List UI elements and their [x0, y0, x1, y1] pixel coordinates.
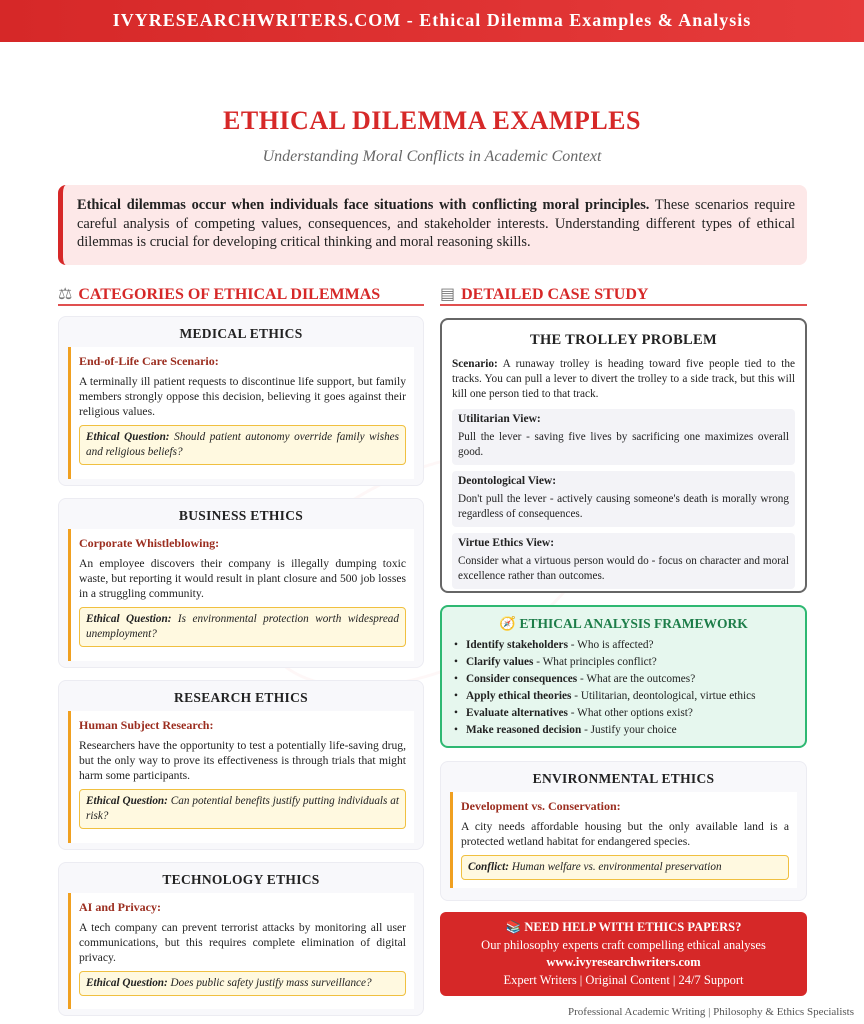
- categories-heading: [58, 284, 424, 306]
- framework-item: [454, 654, 793, 671]
- category-title: BUSINESS ETHICS: [178, 508, 304, 523]
- category-card-technology: [58, 862, 424, 1016]
- framework-item-text: - Who is affected?: [567, 639, 654, 651]
- framework-item-bold: Clarify values: [465, 656, 534, 668]
- help-line: Our philosophy experts craft compelling ethical analyses: [481, 937, 766, 952]
- ethical-question-label: Ethical Question:: [86, 431, 170, 443]
- view-text: Don't pull the lever - actively causing someone's death is morally wrong regardless of consequences.: [458, 493, 789, 521]
- category-title: RESEARCH ETHICS: [174, 690, 308, 705]
- scenario-title: Human Subject Research:: [79, 718, 214, 732]
- framework-item: [454, 705, 793, 722]
- notepad-icon: ▤: [440, 286, 456, 303]
- category-scenario: [450, 792, 797, 888]
- ethical-question-text: Should patient autonomy override family wishes and religious beliefs?: [86, 431, 399, 458]
- framework-item: [454, 722, 793, 739]
- framework-item-text: - Utilitarian, deontological, virtue ethics: [571, 690, 756, 702]
- conflict-box: [461, 855, 789, 880]
- ethical-question-box: [79, 971, 406, 996]
- view-utilitarian: [452, 409, 795, 465]
- intro-box: [58, 185, 807, 265]
- ethical-question-label: Ethical Question:: [86, 977, 168, 989]
- category-title: TECHNOLOGY ETHICS: [162, 872, 320, 887]
- trolley-problem-card: [440, 318, 807, 593]
- scenario-title: End-of-Life Care Scenario:: [79, 354, 219, 368]
- scales-icon: ⚖: [58, 286, 73, 303]
- framework-item: [454, 671, 793, 688]
- case-study-title: THE TROLLEY PROBLEM: [530, 332, 717, 348]
- framework-item-text: - What other options exist?: [567, 707, 693, 719]
- conflict-label: Conflict:: [468, 861, 510, 873]
- scenario-text: An employee discovers their company is illegally dumping toxic waste, but reporting it would result in plant closure and 500 job losses in a struggling community.: [79, 557, 406, 600]
- scenario-label: Scenario:: [452, 358, 498, 370]
- view-title: Virtue Ethics View:: [458, 537, 555, 550]
- intro-text: These scenarios require careful analysis of competing values, consequences, and stakeholder interests. Understanding different types of ethical dilemmas is crucial for developing critical thinking and moral reasoning skills.: [77, 197, 796, 250]
- framework-item-bold: Evaluate alternatives: [465, 707, 568, 719]
- framework-item-text: - What are the outcomes?: [577, 673, 696, 685]
- framework-title: [454, 616, 793, 632]
- framework-item-bold: Identify stakeholders: [465, 639, 568, 651]
- category-card-business: [58, 498, 424, 668]
- framework-item: [454, 688, 793, 705]
- scenario-text: A tech company can prevent terrorist attacks by monitoring all user communications, but this requires complete elimination of digital privacy.: [79, 921, 406, 964]
- categories-heading-label: CATEGORIES OF ETHICAL DILEMMAS: [78, 286, 381, 303]
- case-study-heading: [440, 284, 807, 306]
- framework-item-bold: Make reasoned decision: [465, 724, 582, 736]
- case-study-heading-label: DETAILED CASE STUDY: [461, 286, 649, 303]
- scenario-title: Corporate Whistleblowing:: [79, 536, 220, 550]
- ethical-question-text: Can potential benefits justify putting individuals at risk?: [86, 795, 399, 822]
- ethical-question-label: Ethical Question:: [86, 613, 172, 625]
- ethical-question-box: [79, 607, 406, 647]
- framework-item-bold: Apply ethical theories: [465, 690, 572, 702]
- category-scenario: [68, 893, 414, 1009]
- framework-item-text: - What principles conflict?: [533, 656, 657, 668]
- scenario-title: Development vs. Conservation:: [461, 799, 621, 813]
- framework-item: [454, 637, 793, 654]
- scenario-text: Researchers have the opportunity to test a potentially life-saving drug, but the only way to prove its effectiveness is through trials that might harm some participants.: [79, 739, 406, 782]
- website-link[interactable]: www.ivyresearchwriters.com: [546, 955, 701, 969]
- ethical-question-text: Does public safety justify mass surveillance?: [170, 977, 372, 989]
- category-scenario: [68, 347, 414, 479]
- case-study-scenario: [452, 357, 795, 401]
- view-title: Utilitarian View:: [458, 413, 541, 426]
- framework-item-text: - Justify your choice: [581, 724, 677, 736]
- footer-text: Professional Academic Writing | Philosophy & Ethics Specialists: [568, 1006, 854, 1018]
- scenario-text: A city needs affordable housing but the only available land is a protected wetland habitat for endangered species.: [461, 820, 789, 848]
- category-title: MEDICAL ETHICS: [179, 326, 303, 341]
- title-section: [0, 106, 864, 166]
- header-banner: IVYRESEARCHWRITERS.COM - Ethical Dilemma Examples & Analysis: [0, 0, 864, 42]
- framework-list: [454, 637, 793, 739]
- category-card-environmental: [440, 761, 807, 901]
- conflict-text: Human welfare vs. environmental preservation: [509, 861, 722, 873]
- ethical-question-text: Is environmental protection worth widespread unemployment?: [86, 613, 399, 640]
- help-cta-box[interactable]: [440, 912, 807, 996]
- scenario-title: AI and Privacy:: [79, 900, 161, 914]
- category-title: ENVIRONMENTAL ETHICS: [532, 771, 715, 786]
- framework-title-label: ETHICAL ANALYSIS FRAMEWORK: [519, 616, 748, 631]
- framework-item-bold: Consider consequences: [465, 673, 578, 685]
- category-scenario: [68, 711, 414, 843]
- view-virtue-ethics: [452, 533, 795, 589]
- scenario-text: A terminally ill patient requests to discontinue life support, but family members strongly oppose this decision, believing it goes against their religious values.: [79, 375, 406, 418]
- view-title: Deontological View:: [458, 475, 557, 488]
- ethical-question-box: [79, 789, 406, 829]
- help-title: [440, 919, 807, 937]
- ethical-question-label: Ethical Question:: [86, 795, 168, 807]
- category-scenario: [68, 529, 414, 661]
- ethical-question-box: [79, 425, 406, 465]
- category-card-medical: [58, 316, 424, 486]
- view-text: Pull the lever - saving five lives by sacrificing one maximizes overall good.: [458, 431, 789, 459]
- view-deontological: [452, 471, 795, 527]
- category-card-research: [58, 680, 424, 850]
- compass-icon: 🧭: [499, 616, 517, 631]
- books-icon: 📚: [505, 920, 522, 934]
- help-features: Expert Writers | Original Content | 24/7 Support: [503, 972, 744, 987]
- page-title: ETHICAL DILEMMA EXAMPLES: [223, 106, 641, 135]
- page-subtitle: Understanding Moral Conflicts in Academic Context: [262, 148, 602, 165]
- view-text: Consider what a virtuous person would do - focus on character and moral excellence rather than outcomes.: [458, 555, 789, 583]
- help-title-label: NEED HELP WITH ETHICS PAPERS?: [524, 920, 742, 934]
- ethical-framework-card: [440, 605, 807, 748]
- intro-bold-text: Ethical dilemmas occur when individuals face situations with conflicting moral principles.: [77, 197, 650, 213]
- scenario-text: A runaway trolley is heading toward five people tied to the tracks. You can pull a lever to divert the trolley to a side track, but this will kill one person tied to that track.: [452, 358, 795, 400]
